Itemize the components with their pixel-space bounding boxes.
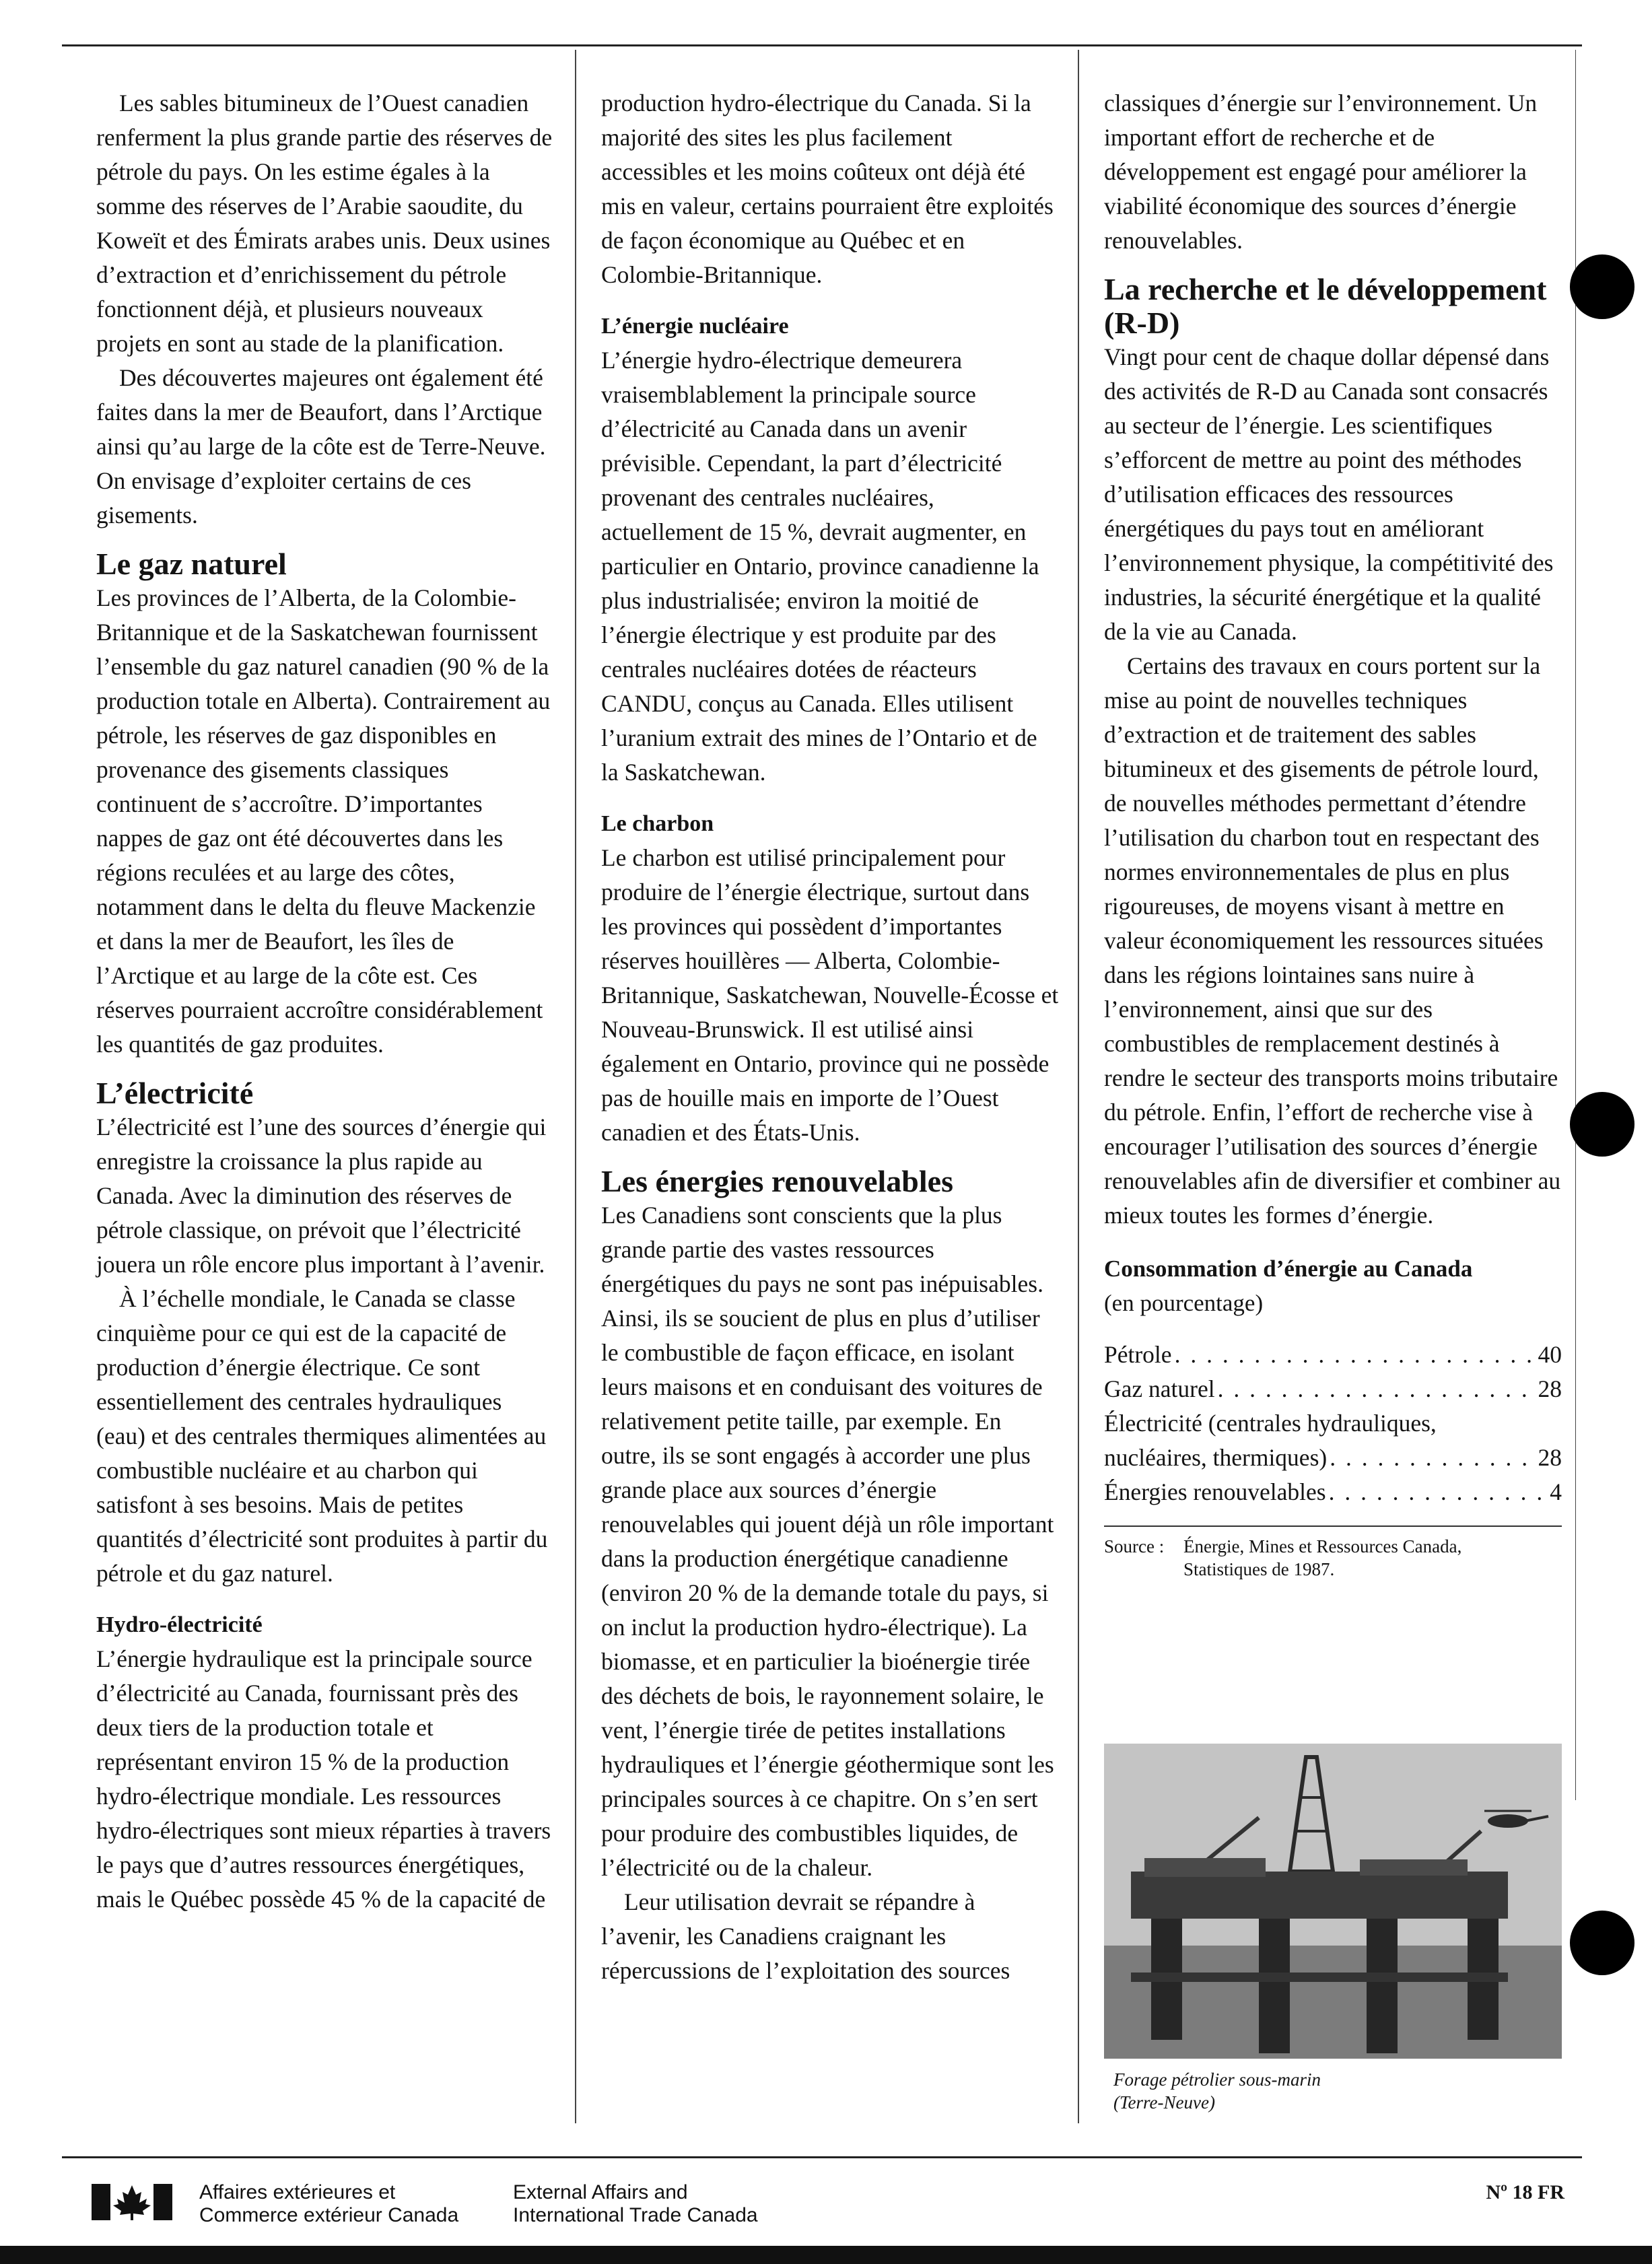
table-row: [1104, 1475, 1562, 1509]
paragraph: Leur utilisation devrait se répandre à l’avenir, les Canadiens craignant les répercussions de l’exploitation des sources: [601, 1888, 1010, 1984]
department-name-en: [513, 2181, 758, 2227]
row-value: 40: [1538, 1341, 1562, 1368]
binder-hole: [1570, 1911, 1634, 1975]
paragraph: À l’échelle mondiale, le Canada se classe cinquième pour ce qui est de la capacité de production d’énergie électrique. Ce sont essentiellement des centrales hydrauliques (eau) et des centrales thermiques alimentées au combustible nucléaire et au charbon qui satisfont à ses besoins. Mais de petites quantités d’électricité sont produites à partir du pétrole et du gaz naturel.: [96, 1285, 548, 1587]
column-divider-1: [575, 50, 576, 2123]
dot-leader: [1330, 1441, 1535, 1475]
department-name-fr: [199, 2181, 458, 2227]
row-value: 28: [1538, 1444, 1562, 1471]
paragraph: production hydro-électrique du Canada. Si la majorité des sites les plus facilement accessibles et les moins coûteux ont déjà été mis en valeur, certains pourraient être exploités de façon économique au Québec et en Colombie-Britannique.: [601, 90, 1054, 288]
paragraph: Les provinces de l’Alberta, de la Colombie-Britannique et de la Saskatchewan fournissent l’ensemble du gaz naturel canadien (90 % de la production totale en Alberta). Contrairement au pétrole, les réserves de gaz disponibles en provenance des gisements classiques continuent de s’accroître. D’importantes nappes de gaz ont été découvertes dans les régions reculées et au large des côtes, notamment dans le delta du fleuve Mackenzie et dans la mer de Beaufort, les îles de l’Arctique et au large de la côte est. Ces réserves pourraient accroître considérablement les quantités de gaz produites.: [96, 584, 551, 1058]
column-1: [96, 86, 554, 1917]
footer-line: International Trade Canada: [513, 2204, 758, 2226]
canada-flag-icon: [92, 2180, 172, 2224]
table-rule: [1104, 1525, 1562, 1527]
table-title: Consommation d’énergie au Canada: [1104, 1256, 1473, 1282]
source-text: [1183, 1535, 1461, 1581]
heading-gaz-naturel: Le gaz naturel: [96, 547, 287, 581]
source-label: Source :: [1104, 1536, 1165, 1556]
heading-energies-renouvelables: Les énergies renouvelables: [601, 1164, 953, 1198]
heading-recherche-developpement: La recherche et le développement (R-D): [1104, 272, 1547, 340]
paragraph: Le charbon est utilisé principalement pour produire de l’énergie électrique, surtout dans les provinces qui possèdent d’importantes réserves houillères — Alberta, Colombie-Britannique, Saskatchewan, Nouvelle-Écosse et Nouveau-Brunswick. Il est utilisé ainsi également en Ontario, province qui ne possède pas de houille mais en importe de l’Ouest canadien et des États-Unis.: [601, 844, 1059, 1146]
oil-platform-photo: [1104, 1744, 1562, 2059]
table-row: [1104, 1441, 1562, 1475]
paragraph: Les Canadiens sont conscients que la plus grande partie des vastes ressources énergétiques du pays ne sont pas inépuisables. Ainsi, ils se soucient de plus en plus d’utiliser le combustible de façon efficace, en isolant leurs maisons et en conduisant des voitures de relativement petite taille, par exemple. En outre, ils se sont engagés à accorder une plus grande place aux sources d’énergie renouvelables qui jouent déjà un rôle important dans la production énergétique canadienne (environ 20 % de la demande totale du pays, si on inclut la production hydro-électrique). La biomasse, et en particulier la bioénergie tirée des déchets de bois, le rayonnement solaire, le vent, l’énergie tirée de petites installations hydrauliques et l’énergie géothermique sont les principales sources à ce chapitre. On s’en sert pour produire des combustibles liquides, de l’électricité ou de la chaleur.: [601, 1202, 1054, 1881]
footer-line: Affaires extérieures et: [199, 2181, 396, 2203]
dot-leader: [1218, 1372, 1536, 1406]
table-subtitle: (en pourcentage): [1104, 1290, 1264, 1316]
row-label: Pétrole: [1104, 1341, 1172, 1368]
paragraph: classiques d’énergie sur l’environnement. Un important effort de recherche et de développement est engagé pour améliorer la viabilité économique des sources d’énergie renouvelables.: [1104, 90, 1538, 254]
row-label: Énergies renouvelables: [1104, 1478, 1326, 1505]
source-line: Statistiques de 1987.: [1183, 1559, 1335, 1579]
dot-leader: [1175, 1338, 1536, 1372]
photo-caption: [1113, 2068, 1321, 2114]
footer-line: External Affairs and: [513, 2181, 688, 2203]
table-source: [1104, 1535, 1562, 1581]
caption-line: (Terre-Neuve): [1113, 2092, 1215, 2113]
paragraph: L’énergie hydraulique est la principale source d’électricité au Canada, fournissant près des deux tiers de la production totale et représentant environ 15 % de la production hydro-électrique mondiale. Les ressources hydro-électriques sont mieux réparties à travers le pays que d’autres ressources énergétiques, mais le Québec possède 45 % de la capacité de: [96, 1645, 551, 1913]
heading-charbon: Le charbon: [601, 811, 714, 836]
table-row: [1104, 1372, 1562, 1406]
top-rule: [62, 44, 1582, 46]
row-label: nucléaires, thermiques): [1104, 1444, 1328, 1471]
paragraph: Certains des travaux en cours portent sur la mise au point de nouvelles techniques d’extraction et de traitement des sables bitumineux et des gisements de pétrole lourd, de nouvelles méthodes permettant d’étendre l’utilisation du charbon tout en respectant des normes environnementales de plus en plus rigoureuses, de moyens visant à mettre en valeur économiquement les ressources situées dans les régions lointaines sans nuire à l’environnement, ainsi que sur des combustibles de remplacement destinés à rendre le secteur des transports moins tributaire du pétrole. Enfin, l’effort de recherche vise à encourager l’utilisation des sources d’énergie renouvelables afin de diversifier et combiner au mieux toutes les formes d’énergie.: [1104, 652, 1561, 1229]
scan-edge: [0, 2246, 1652, 2264]
footer-line: Commerce extérieur Canada: [199, 2204, 459, 2226]
row-value: 4: [1550, 1478, 1562, 1505]
heading-electricite: L’électricité: [96, 1076, 254, 1110]
table-row: [1104, 1338, 1562, 1372]
paragraph: Vingt pour cent de chaque dollar dépensé dans des activités de R-D au Canada sont consacrés au secteur de l’énergie. Les scientifiques s’efforcent de mettre au point des méthodes d’utilisation efficaces des ressources énergétiques du pays tout en améliorant l’environnement physique, la compétitivité des industries, la sécurité énergétique et la qualité de la vie au Canada.: [1104, 343, 1554, 645]
row-label-line: Électricité (centrales hydrauliques,: [1104, 1410, 1437, 1437]
bottom-rule: [62, 2156, 1582, 2158]
column-3: [1104, 86, 1562, 1581]
oil-platform-illustration: [1104, 1744, 1562, 2059]
heading-hydro-electricite: Hydro-électricité: [96, 1612, 263, 1637]
binder-hole: [1570, 254, 1634, 319]
paragraph: L’énergie hydro-électrique demeurera vraisemblablement la principale source d’électricité au Canada dans un avenir prévisible. Cependant, la part d’électricité provenant des centrales nucléaires, actuellement de 15 %, devrait augmenter, en particulier en Ontario, province canadienne la plus industrialisée; environ la moitié de l’énergie électrique y est produite par des centrales nucléaires dotées de réacteurs CANDU, conçus au Canada. Elles utilisent l’uranium extrait des mines de l’Ontario et de la Saskatchewan.: [601, 347, 1039, 786]
paragraph: Les sables bitumineux de l’Ouest canadien renferment la plus grande partie des réserves de pétrole du pays. On les estime égales à la somme des réserves de l’Arabie saoudite, du Koweït et des Émirats arabes unis. Deux usines d’extraction et d’enrichissement du pétrole fonctionnent déjà, et plusieurs nouveaux projets en sont au stade de la planification.: [96, 90, 553, 357]
row-label: Gaz naturel: [1104, 1375, 1215, 1402]
paragraph: Des découvertes majeures ont également été faites dans la mer de Beaufort, dans l’Arctique ainsi qu’au large de la côte est de Terre-Neuve. On envisage d’exploiter certains de ces gisements.: [96, 364, 546, 528]
energy-consumption-table: [1104, 1338, 1562, 1509]
caption-line: Forage pétrolier sous-marin: [1113, 2069, 1321, 2090]
issue-number: Nº 18 FR: [1486, 2181, 1564, 2203]
row-value: 28: [1538, 1375, 1562, 1402]
column-divider-2: [1078, 50, 1079, 2123]
binder-hole: [1570, 1092, 1634, 1157]
heading-energie-nucleaire: L’énergie nucléaire: [601, 314, 789, 339]
source-line: Énergie, Mines et Ressources Canada,: [1183, 1536, 1462, 1556]
column-2: [601, 86, 1059, 1988]
paragraph: L’électricité est l’une des sources d’énergie qui enregistre la croissance la plus rapide au Canada. Avec la diminution des réserves de pétrole classique, on prévoit que l’électricité jouera un rôle encore plus important à l’avenir.: [96, 1113, 547, 1278]
right-margin-line: [1575, 50, 1576, 1800]
dot-leader: [1329, 1475, 1548, 1509]
